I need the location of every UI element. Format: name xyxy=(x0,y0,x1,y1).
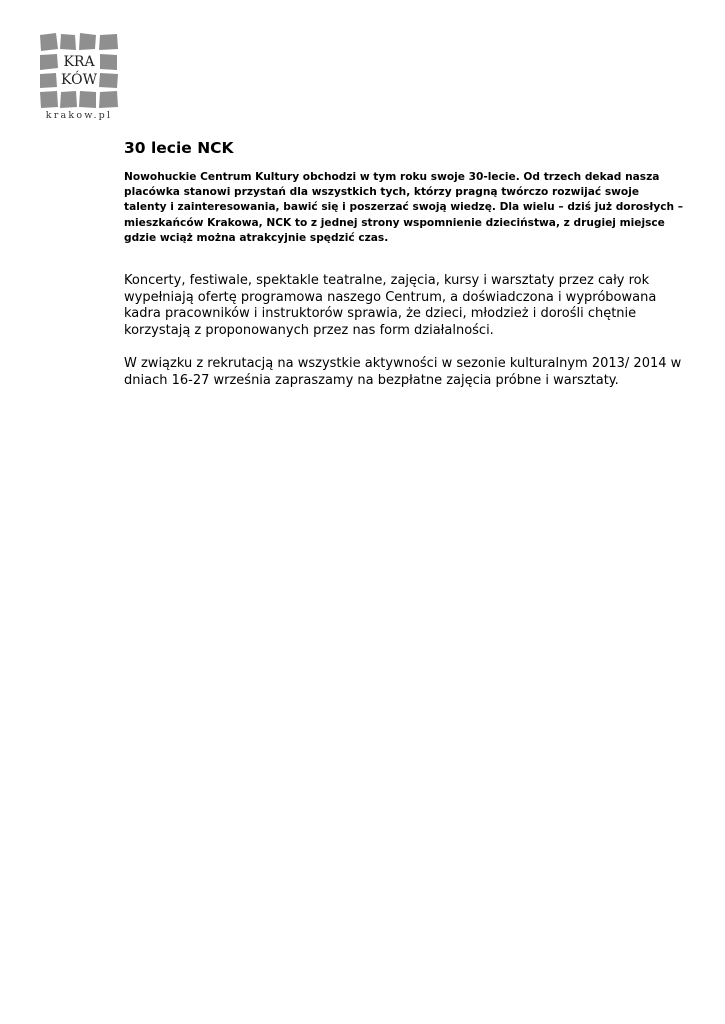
lead-paragraph xyxy=(124,170,714,246)
krakow-logo xyxy=(37,30,121,126)
logo-wordmark-top: KRA xyxy=(63,54,95,70)
lead-line: gdzie wciąż można atrakcyjnie spędzić czas. xyxy=(124,231,389,244)
paragraph-line: kadra pracowników i instruktorów sprawia, że dzieci, młodzież i dorośli chętnie xyxy=(124,306,637,321)
paragraph-line: Koncerty, festiwale, spektakle teatralne, zajęcia, kursy i warsztaty przez cały rok xyxy=(124,273,650,288)
logo-caption: krakow.pl xyxy=(45,110,113,121)
krakow-logo-mark xyxy=(37,30,121,110)
lead-line: placówka stanowi przystań dla wszystkich tych, którzy pragną twórczo rozwijać swoje xyxy=(124,186,640,199)
paragraph-line: wypełniają ofertę programowa naszego Centrum, a doświadczona i wypróbowana xyxy=(124,289,657,305)
lead-line: mieszkańców Krakowa, NCK to z jednej strony wspomnienie dzieciństwa, z drugiej miejsce xyxy=(124,216,665,229)
body-paragraph-programme xyxy=(124,273,656,339)
paragraph-line: korzystają z proponowanych przez nas form działalności. xyxy=(124,322,494,338)
logo-wordmark-bottom: KÓW xyxy=(61,72,97,88)
page-title: 30 lecie NCK xyxy=(124,139,234,157)
lead-line: talenty i zainteresowania, bawić się i poszerzać swoją wiedzę. Dla wielu – dziś już dorosłych – xyxy=(124,201,684,214)
paragraph-line: dniach 16-27 września zapraszamy na bezpłatne zajęcia próbne i warsztaty. xyxy=(124,372,619,388)
body-paragraph-recruitment xyxy=(124,356,681,389)
paragraph-line: W związku z rekrutacją na wszystkie aktywności w sezonie kulturalnym 2013/ 2014 w xyxy=(124,356,682,371)
lead-line: Nowohuckie Centrum Kultury obchodzi w tym roku swoje 30-lecie. Od trzech dekad nasza xyxy=(124,171,660,183)
